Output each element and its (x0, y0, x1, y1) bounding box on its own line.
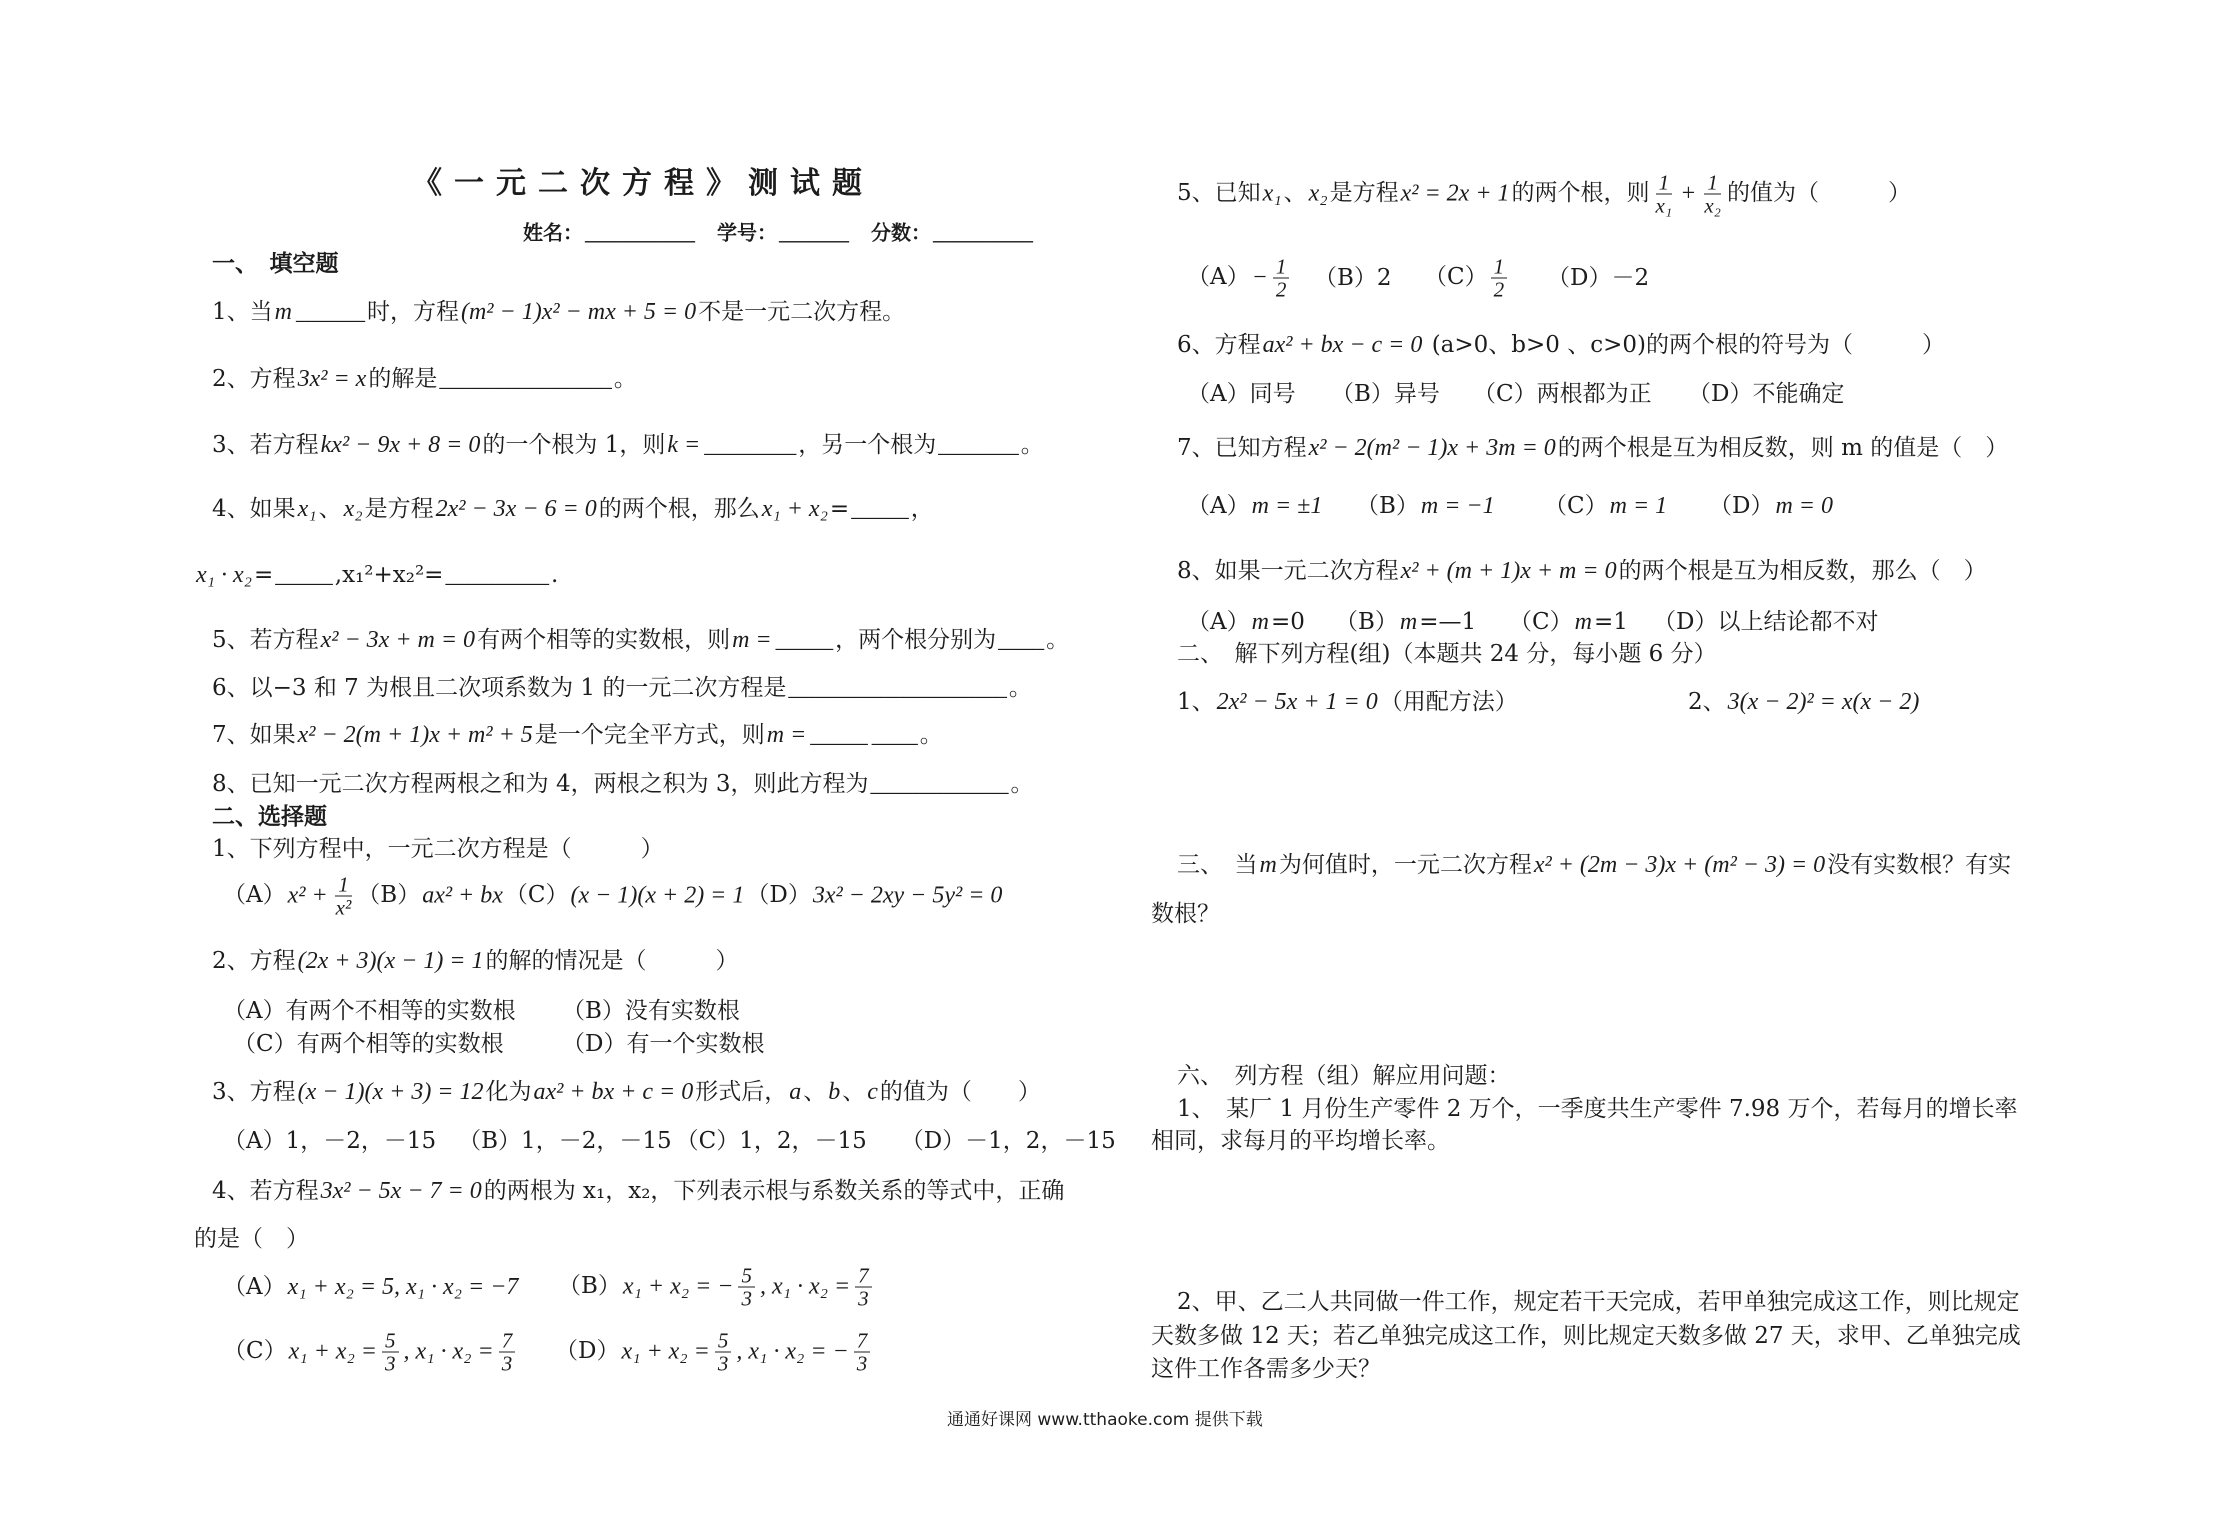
math-expression: c (867, 1079, 878, 1105)
text-run: 的一个根为 1，则 (482, 432, 666, 458)
answer-blank: ____ (871, 722, 918, 747)
text-run: 7、已知方程 (1177, 435, 1307, 461)
text-run: 为何值时，一元二次方程 (1278, 852, 1532, 878)
fraction-denominator: 2 (1493, 277, 1505, 302)
text-run: 的值为（ ） (879, 1079, 1041, 1105)
math-expression: , x₁ · x₂ = (403, 1338, 494, 1364)
text-run: 的两个根是互为相反数，那么（ ） (1618, 558, 1987, 584)
math-expression: m (1259, 852, 1277, 878)
fraction (1701, 172, 1724, 217)
math-expression: x² = 2x + 1 (1400, 180, 1510, 206)
choice-question-1-options (223, 874, 1004, 919)
choice-question-3-options (223, 1126, 1116, 1156)
choice-question-2-option-d: （D）有一个实数根 (562, 1031, 765, 1057)
text-run: 分数： (851, 220, 931, 245)
text-run: 。 (1008, 675, 1032, 701)
part-three-question-continued: 数根？ (1151, 901, 1220, 927)
answer-blank: ______ (295, 299, 365, 324)
math-expression: x₁ + x₂ = (288, 1338, 377, 1364)
choice-question-8-option-c (1509, 607, 1628, 637)
answer-blank: _______ (779, 222, 849, 245)
math-expression: b (828, 1079, 841, 1105)
fraction (854, 1330, 871, 1375)
text-run: =0 (1270, 609, 1305, 635)
solve-equation-2 (1688, 687, 1921, 717)
choice-question-8-option-b (1335, 607, 1476, 637)
answer-blank: ___________ (585, 222, 695, 245)
text-run: ，两个根分别为 (835, 627, 997, 653)
text-run: 8、如果一元二次方程 (1177, 558, 1399, 584)
text-run: 、 (842, 1079, 866, 1105)
text-run: （B） (1335, 609, 1398, 635)
fraction-denominator: x₂ (1704, 193, 1721, 218)
fraction-numerator: 7 (855, 1265, 872, 1288)
math-expression: m = (732, 627, 772, 653)
text-run: 。 (613, 366, 637, 392)
fraction-numerator: 1 (335, 874, 352, 897)
fraction-denominator: 2 (1275, 277, 1287, 302)
text-run: 姓名： (523, 220, 583, 245)
fraction-denominator: 3 (717, 1351, 729, 1376)
text-run: 形式后， (695, 1079, 788, 1105)
fill-in-question-5 (212, 625, 1069, 655)
math-expression: ax² + bx − c = 0 (1262, 332, 1423, 358)
text-run: （C） (504, 882, 569, 908)
math-expression: ax² + bx (422, 882, 503, 908)
text-run: （A） (223, 882, 286, 908)
text-run: . (550, 562, 559, 588)
math-expression: m (1574, 609, 1592, 635)
text-run: 8、已知一元二次方程两根之和为 4，两根之积为 3，则此方程为 (212, 771, 869, 797)
math-expression: x² + (287, 882, 328, 908)
choice-question-5-option-d (1547, 263, 1649, 293)
text-run: 、 (803, 1079, 827, 1105)
fill-in-question-4-continued (194, 560, 558, 590)
application-question-1-line-2: 相同，求每月的平均增长率。 (1151, 1128, 1450, 1154)
math-expression: 2x² − 5x + 1 = 0 (1216, 689, 1378, 715)
choice-question-2-stem (212, 946, 739, 976)
answer-blank: _________ (445, 562, 549, 587)
fraction (738, 1265, 755, 1310)
math-expression: + (1680, 180, 1697, 206)
answer-blank: _____ (851, 496, 909, 521)
fill-in-question-7 (212, 720, 943, 750)
choice-question-8-option-a (1187, 607, 1305, 637)
math-expression: − (1251, 264, 1268, 290)
fraction-denominator: 3 (385, 1351, 396, 1376)
text-run: （D） (555, 1338, 620, 1364)
math-expression: , x₁ · x₂ = (759, 1273, 851, 1299)
math-expression: kx² − 9x + 8 = 0 (320, 432, 481, 458)
answer-blank: _______ (938, 432, 1019, 457)
choice-question-6-option-d: （D）不能确定 (1688, 381, 1845, 407)
text-run: ，另一个根为 (798, 432, 937, 458)
choice-question-5-option-b (1314, 263, 1392, 293)
fraction-numerator: 7 (499, 1330, 516, 1353)
math-expression: 3(x − 2)² = x(x − 2) (1727, 689, 1920, 715)
fraction-numerator: 1 (1656, 172, 1673, 195)
text-run: 1、当 (212, 299, 273, 325)
answer-blank: ____ (998, 627, 1045, 652)
math-expression: x₁ (1262, 180, 1282, 206)
math-expression: ax² + bx + c = 0 (533, 1079, 694, 1105)
choice-question-3-stem (212, 1077, 1041, 1107)
text-run: 3、方程 (212, 1079, 296, 1105)
text-run: 化为 (485, 1079, 532, 1105)
fraction (382, 1330, 399, 1375)
choice-question-3-option-a: （A）1，－2，－15 (223, 1128, 437, 1154)
answer-blank: ____________ (870, 771, 1009, 796)
text-run: 的解的情况是（ ） (485, 948, 739, 974)
answer-blank: _____ (275, 562, 333, 587)
answer-blank: ___________________ (788, 675, 1007, 700)
fraction-denominator: x² (335, 895, 352, 920)
choice-question-4-option-a (223, 1272, 520, 1302)
math-expression: x² − 2(m² − 1)x + 3m = 0 (1308, 435, 1556, 461)
fill-in-question-8 (212, 769, 1034, 799)
math-expression: m = 1 (1609, 493, 1668, 519)
answer-blank: _____ (775, 627, 834, 652)
math-expression: k = (667, 432, 701, 458)
choice-question-8-option-d (1653, 607, 1878, 637)
text-run: 三、 当 (1177, 852, 1258, 878)
part-three-question (1177, 850, 2011, 880)
text-run: （D） (746, 882, 811, 908)
choice-question-4-stem (212, 1176, 1064, 1206)
text-run: 的两个根，则 (1511, 180, 1650, 206)
text-run: （B） (357, 882, 421, 908)
fraction-numerator: 5 (382, 1330, 399, 1353)
math-expression: (2x + 3)(x − 1) = 1 (297, 948, 484, 974)
text-run: 的解是 (368, 366, 438, 392)
math-expression: (x − 1)(x + 2) = 1 (570, 882, 745, 908)
text-run: 学号： (697, 220, 777, 245)
choice-question-2-option-a: （A）有两个不相等的实数根 (223, 998, 516, 1024)
text-run: 的两个根，那么 (598, 496, 760, 522)
choice-question-4-stem-continued: 的是（ ） (194, 1226, 309, 1252)
math-expression: x² + (2m − 3)x + (m² − 3) = 0 (1533, 852, 1826, 878)
student-info-line (523, 218, 1035, 249)
fill-in-question-1 (212, 297, 905, 327)
choice-question-4-option-d (555, 1330, 873, 1375)
text-run: （B） (1356, 493, 1419, 519)
text-run: 3、若方程 (212, 432, 319, 458)
fraction (855, 1265, 872, 1310)
math-expression: m (1251, 609, 1269, 635)
choice-question-4-option-c (223, 1330, 518, 1375)
answer-blank: ________ (704, 432, 797, 457)
text-run: （用配方法） (1379, 689, 1518, 715)
math-expression: 2x² − 3x − 6 = 0 (435, 496, 597, 522)
choice-question-5-option-a (1187, 256, 1292, 301)
text-run: 4、如果 (212, 496, 296, 522)
page-footer: 通通好课网 www.tthaoke.com 提供下载 (947, 1410, 1263, 1430)
math-expression: x₁ (297, 496, 317, 522)
fraction-numerator: 5 (738, 1265, 755, 1288)
solve-equation-1 (1177, 687, 1518, 717)
answer-blank: _______________ (439, 366, 612, 391)
math-expression: m = ±1 (1251, 493, 1323, 519)
math-expression: x₁ · x₂ (196, 562, 252, 588)
choice-question-1-stem (212, 834, 664, 864)
math-expression: x₁ + x₂ = − (622, 1273, 734, 1299)
choice-question-3-option-d: （D）－1，2，－15 (900, 1128, 1116, 1154)
text-run: 2、 (1688, 689, 1726, 715)
choice-question-6-stem (1177, 330, 1945, 360)
fill-in-question-2 (212, 364, 637, 394)
math-expression: m (1399, 609, 1418, 635)
text-run: 6、以−3 和 7 为根且二次项系数为 1 的一元二次方程是 (212, 675, 787, 701)
choice-question-6-option-a: （A）同号 (1187, 381, 1296, 407)
math-expression: m (274, 299, 292, 325)
section-heading-solve: 二、 解下列方程(组)（本题共 24 分，每小题 6 分） (1177, 641, 1717, 667)
text-run: =1 (1593, 609, 1628, 635)
fraction (1273, 256, 1290, 301)
math-expression: x² + (m + 1)x + m = 0 (1400, 558, 1617, 584)
fraction-numerator: 7 (854, 1330, 871, 1353)
choice-question-4-option-b (558, 1265, 875, 1310)
fraction (499, 1330, 516, 1375)
text-run: 1、下列方程中，一元二次方程是（ ） (212, 836, 664, 862)
text-run: （A） (1187, 493, 1250, 519)
text-run: 、 (318, 496, 342, 522)
fraction (1491, 256, 1508, 301)
math-expression: m = 0 (1775, 493, 1833, 519)
choice-question-7-option-c (1544, 491, 1669, 521)
text-run: 。 (1020, 432, 1044, 458)
fraction-denominator: 3 (501, 1351, 513, 1376)
choice-question-5-option-c (1424, 256, 1510, 301)
paper-title: 《一元二次方程》测试题 (412, 166, 874, 201)
text-run: 。 (1010, 771, 1034, 797)
text-run: 7、如果 (212, 722, 296, 748)
section-heading-application: 六、 列方程（组）解应用问题： (1177, 1063, 1511, 1089)
fraction-numerator: 1 (1491, 256, 1508, 279)
math-expression: x₂ (1308, 180, 1328, 206)
text-run: 的值为（ ） (1726, 180, 1911, 206)
text-run: 、 (1283, 180, 1307, 206)
choice-question-7-option-d (1709, 491, 1835, 521)
text-run: ， (910, 496, 934, 522)
text-run: ,x₁²+x₂²= (334, 562, 444, 588)
math-expression: x₁ + x₂ = (621, 1338, 710, 1364)
text-run: 5、若方程 (212, 627, 319, 653)
fraction-numerator: 1 (1273, 256, 1290, 279)
choice-question-2-option-b: （B）没有实数根 (562, 998, 740, 1024)
fraction (333, 874, 355, 919)
text-run: （C） (223, 1338, 287, 1364)
answer-blank: _____ (810, 722, 868, 747)
fraction-denominator: x₁ (1655, 193, 1673, 218)
text-run: （A） (1187, 264, 1250, 290)
math-expression: 3x² − 5x − 7 = 0 (320, 1178, 482, 1204)
text-run: （A） (223, 1274, 286, 1300)
math-expression: a (789, 1079, 802, 1105)
math-expression: 3x² − 2xy − 5y² = 0 (812, 882, 1003, 908)
choice-question-8-stem (1177, 556, 1987, 586)
text-run: 2、方程 (212, 366, 296, 392)
text-run: 。 (919, 722, 943, 748)
text-run: 时，方程 (366, 299, 459, 325)
text-run: （C） (1509, 609, 1573, 635)
section-heading-fill-in: 一、 填空题 (212, 250, 339, 277)
fraction-numerator: 1 (1704, 172, 1721, 195)
text-run: （D）以上结论都不对 (1653, 609, 1879, 635)
text-run: (a>0、b>0 、c>0)的两个根的符号为（ ） (1424, 332, 1945, 358)
text-run: 不是一元二次方程。 (698, 299, 906, 325)
fraction (715, 1330, 732, 1375)
choice-question-7-option-a (1187, 491, 1324, 521)
text-run: 4、若方程 (212, 1178, 319, 1204)
application-question-2-line-1: 2、甲、乙二人共同做一件工作，规定若干天完成，若甲单独完成这工作，则比规定 (1177, 1289, 2020, 1315)
application-question-2-line-2: 天数多做 12 天；若乙单独完成这工作，则比规定天数多做 27 天，求甲、乙单独完成 (1151, 1323, 2021, 1349)
choice-question-6-option-b: （B）异号 (1331, 381, 1440, 407)
fill-in-question-6 (212, 673, 1032, 703)
fraction-denominator: 3 (741, 1286, 752, 1311)
math-expression: (m² − 1)x² − mx + 5 = 0 (460, 299, 697, 325)
math-expression: x₁ + x₂ = 5, x₁ · x₂ = −7 (287, 1274, 519, 1300)
choice-question-7-option-b (1356, 491, 1497, 521)
text-run: 是方程 (1329, 180, 1399, 206)
text-run: 是方程 (364, 496, 434, 522)
text-run: （B） (558, 1273, 621, 1299)
text-run: 没有实数根？有实 (1827, 852, 2012, 878)
text-run: （D）－2 (1547, 265, 1650, 291)
fill-in-question-4 (212, 494, 934, 524)
answer-blank: __________ (933, 222, 1033, 245)
text-run: 的两个根是互为相反数，则 m 的值是（ ） (1557, 435, 2009, 461)
text-run: = (254, 562, 274, 588)
math-expression: x² − 2(m + 1)x + m² + 5 (297, 722, 533, 748)
math-expression: , x₁ · x₂ = − (736, 1338, 849, 1364)
math-expression: m = −1 (1420, 493, 1495, 519)
text-run: （A） (1187, 609, 1250, 635)
choice-question-3-option-c: （C）1，2，－15 (675, 1128, 867, 1154)
section-heading-choice: 二、选择题 (212, 803, 327, 830)
math-expression: 3x² = x (297, 366, 367, 392)
text-run: 6、方程 (1177, 332, 1261, 358)
text-run: = (829, 496, 850, 522)
text-run: （D） (1709, 493, 1774, 519)
math-expression: x₂ (343, 496, 363, 522)
text-run: 2、方程 (212, 948, 296, 974)
text-run: 1、 (1177, 689, 1215, 715)
text-run: 有两个相等的实数根，则 (477, 627, 731, 653)
fraction (1653, 172, 1676, 217)
fill-in-question-3 (212, 430, 1044, 460)
fraction-numerator: 5 (715, 1330, 732, 1353)
math-expression: m = (766, 722, 807, 748)
text-run: 是一个完全平方式，则 (534, 722, 765, 748)
choice-question-2-option-c: （C）有两个相等的实数根 (233, 1031, 504, 1057)
choice-question-3-option-b: （B）1，－2，－15 (458, 1128, 672, 1154)
text-run: （B）2 (1314, 265, 1392, 291)
choice-question-7-stem (1177, 433, 2008, 463)
math-expression: x² − 3x + m = 0 (320, 627, 476, 653)
choice-question-5-stem (1177, 172, 1911, 217)
application-question-1-line-1: 1、 某厂 1 月份生产零件 2 万个，一季度共生产零件 7.98 万个，若每月的增长率 (1177, 1096, 2018, 1122)
math-expression: (x − 1)(x + 3) = 12 (297, 1079, 484, 1105)
fraction-denominator: 3 (858, 1286, 869, 1311)
application-question-2-line-3: 这件工作各需多少天？ (1151, 1356, 1381, 1382)
text-run: （C） (1424, 264, 1488, 290)
fraction-denominator: 3 (856, 1351, 868, 1376)
choice-question-6-option-c: （C）两根都为正 (1473, 381, 1652, 407)
text-run: 。 (1046, 627, 1070, 653)
text-run: 的两根为 x₁，x₂，下列表示根与系数关系的等式中，正确 (483, 1178, 1065, 1204)
text-run: 5、已知 (1177, 180, 1261, 206)
text-run: =—1 (1419, 609, 1477, 635)
math-expression: x₁ + x₂ (761, 496, 828, 522)
text-run: （C） (1544, 493, 1608, 519)
